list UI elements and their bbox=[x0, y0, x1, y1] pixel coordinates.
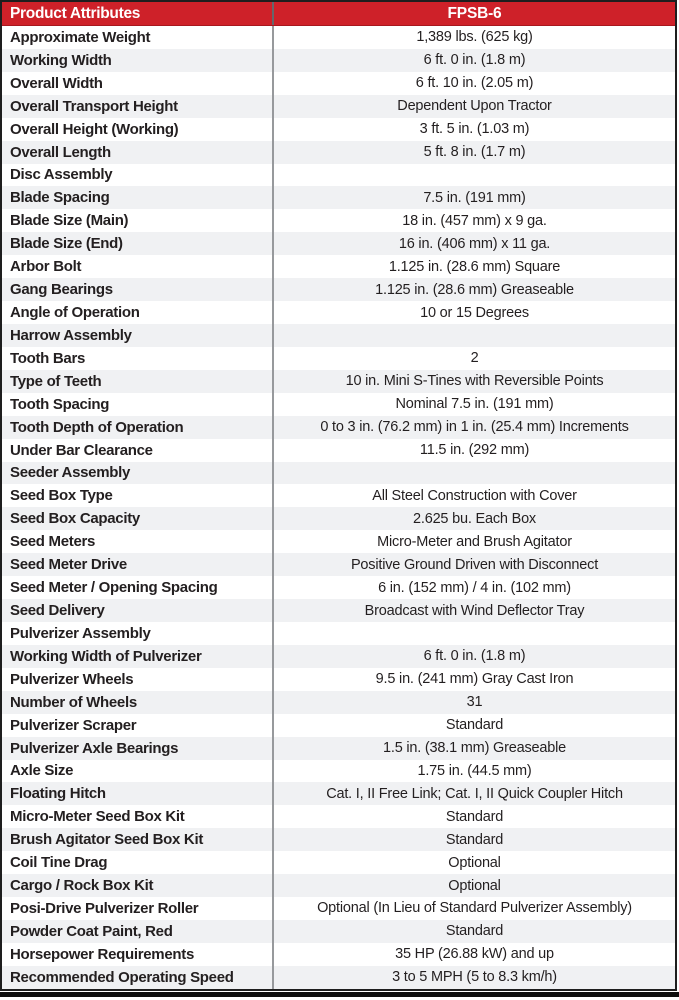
value-cell: Broadcast with Wind Deflector Tray bbox=[364, 602, 585, 619]
value-cell: Optional bbox=[448, 877, 501, 894]
table-row bbox=[2, 645, 675, 668]
attribute-cell: Tooth Depth of Operation bbox=[2, 416, 274, 439]
table-row bbox=[2, 530, 675, 553]
value-cell bbox=[274, 462, 675, 485]
value-cell: 16 in. (406 mm) x 11 ga. bbox=[398, 235, 551, 252]
value-cell: 5 ft. 8 in. (1.7 m) bbox=[423, 144, 526, 161]
table-row bbox=[2, 324, 675, 347]
attribute-cell: Overall Length bbox=[2, 141, 274, 164]
attribute-cell: Working Width bbox=[2, 49, 274, 72]
value-cell: Standard bbox=[445, 923, 504, 940]
table-row bbox=[2, 874, 675, 897]
value-cell: 3 ft. 5 in. (1.03 m) bbox=[419, 121, 530, 138]
value-cell bbox=[274, 622, 675, 645]
attribute-cell: Pulverizer Axle Bearings bbox=[2, 737, 274, 760]
value-cell: 2 bbox=[470, 350, 479, 367]
table-row bbox=[2, 439, 675, 462]
attribute-cell: Tooth Bars bbox=[2, 347, 274, 370]
attribute-cell: Blade Spacing bbox=[2, 186, 274, 209]
value-cell: 7.5 in. (191 mm) bbox=[423, 189, 526, 206]
attribute-cell: Seed Box Type bbox=[2, 484, 274, 507]
value-cell: 1.125 in. (28.6 mm) Greaseable bbox=[375, 281, 574, 298]
header-product-attributes: Product Attributes bbox=[2, 2, 274, 25]
table-row bbox=[2, 118, 675, 141]
value-cell: 6 ft. 0 in. (1.8 m) bbox=[423, 648, 526, 665]
table-row bbox=[2, 141, 675, 164]
table-row bbox=[2, 255, 675, 278]
table-row bbox=[2, 484, 675, 507]
table-row bbox=[2, 347, 675, 370]
value-cell: Cat. I, II Free Link; Cat. I, II Quick Coupler Hitch bbox=[326, 785, 623, 802]
value-cell: 11.5 in. (292 mm) bbox=[419, 442, 530, 459]
table-row bbox=[2, 828, 675, 851]
attribute-cell: Micro-Meter Seed Box Kit bbox=[2, 805, 274, 828]
table-row bbox=[2, 782, 675, 805]
attribute-cell: Blade Size (End) bbox=[2, 232, 274, 255]
value-cell bbox=[274, 164, 675, 187]
table-row bbox=[2, 966, 675, 989]
table-row bbox=[2, 26, 675, 49]
table-row bbox=[2, 622, 675, 645]
table-row bbox=[2, 920, 675, 943]
table-row bbox=[2, 760, 675, 783]
attribute-cell: Pulverizer Scraper bbox=[2, 714, 274, 737]
attribute-cell: Seed Meters bbox=[2, 530, 274, 553]
table-row bbox=[2, 393, 675, 416]
table-body bbox=[2, 26, 675, 989]
value-cell: 1.125 in. (28.6 mm) Square bbox=[388, 258, 561, 275]
table-row bbox=[2, 576, 675, 599]
attribute-cell: Powder Coat Paint, Red bbox=[2, 920, 274, 943]
attribute-cell: Seed Meter Drive bbox=[2, 553, 274, 576]
table-row bbox=[2, 691, 675, 714]
value-cell: Standard bbox=[445, 831, 504, 848]
table-row bbox=[2, 164, 675, 187]
table-row bbox=[2, 301, 675, 324]
attribute-cell: Pulverizer Wheels bbox=[2, 668, 274, 691]
attribute-cell: Arbor Bolt bbox=[2, 255, 274, 278]
attribute-cell: Harrow Assembly bbox=[2, 324, 274, 347]
attribute-cell: Overall Transport Height bbox=[2, 95, 274, 118]
table-row bbox=[2, 599, 675, 622]
value-cell: 1.75 in. (44.5 mm) bbox=[417, 762, 532, 779]
attribute-cell: Brush Agitator Seed Box Kit bbox=[2, 828, 274, 851]
value-cell: Optional (In Lieu of Standard Pulverizer Assembly) bbox=[317, 900, 632, 917]
attribute-cell: Cargo / Rock Box Kit bbox=[2, 874, 274, 897]
table-row bbox=[2, 370, 675, 393]
table-row bbox=[2, 209, 675, 232]
attribute-cell: Type of Teeth bbox=[2, 370, 274, 393]
attribute-cell: Recommended Operating Speed bbox=[2, 966, 274, 989]
attribute-cell: Overall Height (Working) bbox=[2, 118, 274, 141]
table-row bbox=[2, 737, 675, 760]
attribute-cell: Coil Tine Drag bbox=[2, 851, 274, 874]
table-row bbox=[2, 462, 675, 485]
value-cell: 6 ft. 0 in. (1.8 m) bbox=[423, 52, 526, 69]
value-cell: Dependent Upon Tractor bbox=[397, 98, 552, 115]
attribute-cell: Disc Assembly bbox=[2, 164, 274, 187]
value-cell: 31 bbox=[466, 694, 483, 711]
value-cell: Micro-Meter and Brush Agitator bbox=[377, 533, 572, 550]
table-row bbox=[2, 897, 675, 920]
attribute-cell: Number of Wheels bbox=[2, 691, 274, 714]
attribute-cell: Floating Hitch bbox=[2, 782, 274, 805]
value-cell: 35 HP (26.88 kW) and up bbox=[395, 946, 554, 963]
value-cell: Nominal 7.5 in. (191 mm) bbox=[395, 396, 554, 413]
value-cell: 3 to 5 MPH (5 to 8.3 km/h) bbox=[392, 969, 557, 986]
value-cell: 10 or 15 Degrees bbox=[420, 304, 529, 321]
table-row bbox=[2, 416, 675, 439]
value-cell: Positive Ground Driven with Disconnect bbox=[350, 556, 599, 573]
header-model: FPSB-6 bbox=[447, 4, 502, 22]
value-cell: Standard bbox=[445, 808, 504, 825]
value-cell: 1.5 in. (38.1 mm) Greaseable bbox=[383, 740, 566, 757]
value-cell: 6 in. (152 mm) / 4 in. (102 mm) bbox=[378, 579, 571, 596]
value-cell: 9.5 in. (241 mm) Gray Cast Iron bbox=[375, 671, 574, 688]
attribute-cell: Approximate Weight bbox=[2, 26, 274, 49]
value-cell: 1,389 lbs. (625 kg) bbox=[416, 29, 533, 46]
attribute-cell: Tooth Spacing bbox=[2, 393, 274, 416]
table-row bbox=[2, 805, 675, 828]
table-row bbox=[2, 714, 675, 737]
value-cell: 2.625 bu. Each Box bbox=[413, 510, 536, 527]
table-row bbox=[2, 668, 675, 691]
value-cell bbox=[274, 324, 675, 347]
attribute-cell: Horsepower Requirements bbox=[2, 943, 274, 966]
attribute-cell: Angle of Operation bbox=[2, 301, 274, 324]
attribute-cell: Blade Size (Main) bbox=[2, 209, 274, 232]
table-row bbox=[2, 851, 675, 874]
table-row bbox=[2, 553, 675, 576]
value-cell: Optional bbox=[448, 854, 501, 871]
table-row bbox=[2, 232, 675, 255]
value-cell: All Steel Construction with Cover bbox=[372, 487, 577, 504]
attribute-cell: Gang Bearings bbox=[2, 278, 274, 301]
attribute-cell: Under Bar Clearance bbox=[2, 439, 274, 462]
attribute-cell: Working Width of Pulverizer bbox=[2, 645, 274, 668]
table-header-row bbox=[2, 2, 675, 26]
table-row bbox=[2, 49, 675, 72]
table-row bbox=[2, 72, 675, 95]
attribute-cell: Posi-Drive Pulverizer Roller bbox=[2, 897, 274, 920]
attribute-cell: Seed Meter / Opening Spacing bbox=[2, 576, 274, 599]
attribute-cell: Seed Box Capacity bbox=[2, 507, 274, 530]
table-row bbox=[2, 95, 675, 118]
bottom-rule bbox=[0, 992, 679, 997]
value-cell: 10 in. Mini S-Tines with Reversible Points bbox=[345, 373, 604, 390]
table-row bbox=[2, 507, 675, 530]
attribute-cell: Seed Delivery bbox=[2, 599, 274, 622]
attribute-cell: Seeder Assembly bbox=[2, 462, 274, 485]
value-cell: Standard bbox=[445, 717, 504, 734]
attribute-cell: Axle Size bbox=[2, 760, 274, 783]
attribute-cell: Pulverizer Assembly bbox=[2, 622, 274, 645]
value-cell: 0 to 3 in. (76.2 mm) in 1 in. (25.4 mm) Increments bbox=[320, 419, 629, 436]
table-row bbox=[2, 278, 675, 301]
attribute-cell: Overall Width bbox=[2, 72, 274, 95]
table-row bbox=[2, 943, 675, 966]
value-cell: 18 in. (457 mm) x 9 ga. bbox=[402, 212, 547, 229]
table-row bbox=[2, 186, 675, 209]
value-cell: 6 ft. 10 in. (2.05 m) bbox=[415, 75, 534, 92]
